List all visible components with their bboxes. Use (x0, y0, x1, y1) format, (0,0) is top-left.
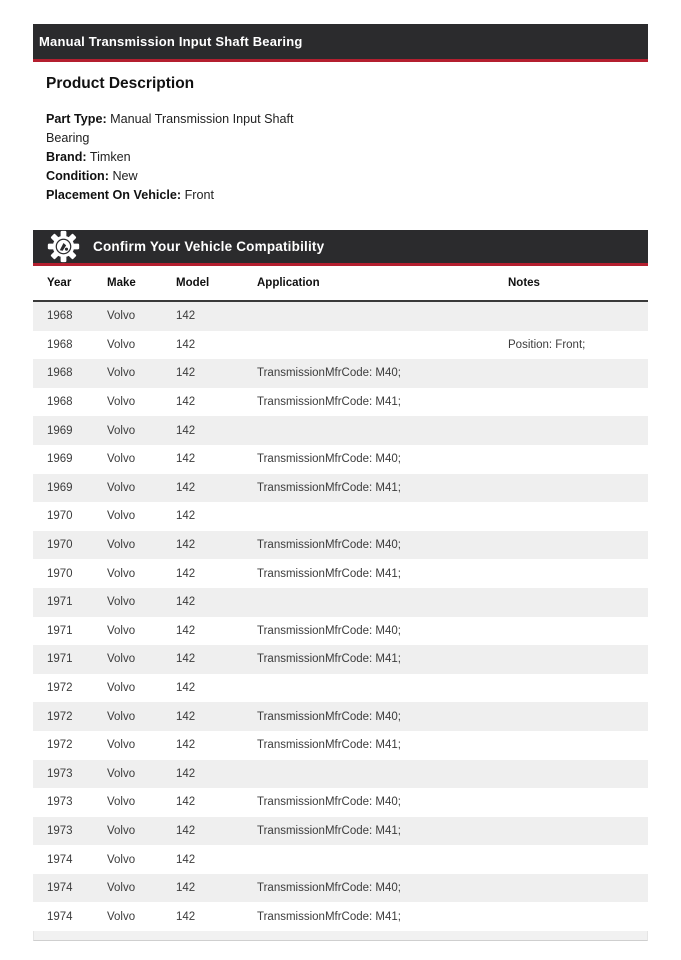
table-row (33, 359, 648, 388)
table-row (33, 301, 648, 331)
cell-year: 1971 (47, 624, 73, 637)
cell-year: 1969 (47, 424, 73, 437)
cell-make: Volvo (107, 481, 136, 494)
cell-notes (494, 731, 648, 760)
cell-notes (494, 902, 648, 931)
compatibility-table (33, 266, 648, 931)
cell-application: TransmissionMfrCode: M41; (257, 567, 402, 580)
cell-make: Volvo (107, 710, 136, 723)
cell-notes (494, 674, 648, 703)
table-row (33, 474, 648, 503)
cell-notes (494, 359, 648, 388)
cell-model: 142 (176, 624, 196, 637)
cell-model: 142 (176, 910, 196, 923)
cell-model: 142 (176, 882, 196, 895)
cell-application (243, 760, 494, 789)
column-header-model: Model (162, 266, 243, 301)
cell-application: TransmissionMfrCode: M40; (257, 624, 402, 637)
cell-year: 1969 (47, 481, 73, 494)
cell-year: 1972 (47, 710, 73, 723)
cell-year: 1973 (47, 824, 73, 837)
cell-application (243, 416, 494, 445)
table-row (33, 788, 648, 817)
table-row (33, 388, 648, 417)
cell-make: Volvo (107, 796, 136, 809)
cell-year: 1971 (47, 653, 73, 666)
table-row (33, 416, 648, 445)
cell-application: TransmissionMfrCode: M41; (257, 653, 402, 666)
cell-year: 1972 (47, 682, 73, 695)
cell-application (243, 845, 494, 874)
table-row (33, 702, 648, 731)
cell-model: 142 (176, 338, 196, 351)
cell-make: Volvo (107, 396, 136, 409)
cell-year: 1972 (47, 739, 73, 752)
cell-application (243, 674, 494, 703)
cell-year: 1974 (47, 853, 73, 866)
cell-notes (494, 502, 648, 531)
cell-year: 1968 (47, 367, 73, 380)
column-header-application: Application (243, 266, 494, 301)
table-row (33, 760, 648, 789)
table-row (33, 817, 648, 846)
cell-model: 142 (176, 510, 196, 523)
detail-line-placement-on-vehicle: Placement On Vehicle: Front (46, 188, 214, 202)
cell-make: Volvo (107, 682, 136, 695)
cell-make: Volvo (107, 853, 136, 866)
cell-application (243, 502, 494, 531)
gear-vehicle-icon (47, 230, 80, 263)
cell-application: TransmissionMfrCode: M41; (257, 910, 402, 923)
cell-year: 1973 (47, 767, 73, 780)
cell-model: 142 (176, 367, 196, 380)
cell-make: Volvo (107, 767, 136, 780)
cell-year: 1970 (47, 539, 73, 552)
cell-make: Volvo (107, 910, 136, 923)
cell-application: TransmissionMfrCode: M40; (257, 882, 402, 895)
cell-make: Volvo (107, 539, 136, 552)
cell-notes (494, 617, 648, 646)
cell-year: 1974 (47, 882, 73, 895)
cell-model: 142 (176, 710, 196, 723)
cell-model: 142 (176, 653, 196, 666)
cell-model: 142 (176, 767, 196, 780)
table-row (33, 902, 648, 931)
cell-make: Volvo (107, 567, 136, 580)
cell-make: Volvo (107, 596, 136, 609)
column-header-make: Make (93, 266, 162, 301)
cell-application: TransmissionMfrCode: M41; (257, 481, 402, 494)
cell-notes (494, 474, 648, 503)
cell-year: 1968 (47, 310, 73, 323)
table-row (33, 674, 648, 703)
cell-year: 1968 (47, 338, 73, 351)
table-row (33, 559, 648, 588)
cell-year: 1970 (47, 510, 73, 523)
cell-model: 142 (176, 539, 196, 552)
cell-model: 142 (176, 682, 196, 695)
cell-make: Volvo (107, 653, 136, 666)
cell-make: Volvo (107, 310, 136, 323)
cell-application (243, 331, 494, 360)
cell-notes (494, 559, 648, 588)
cell-make: Volvo (107, 424, 136, 437)
cell-model: 142 (176, 824, 196, 837)
page-content (33, 0, 648, 941)
cell-application: TransmissionMfrCode: M41; (257, 396, 402, 409)
cell-notes (494, 760, 648, 789)
product-title: Manual Transmission Input Shaft Bearing (39, 34, 303, 49)
cell-notes (494, 301, 648, 331)
cell-year: 1971 (47, 596, 73, 609)
cell-model: 142 (176, 853, 196, 866)
product-title-bar (33, 24, 648, 62)
cell-model: 142 (176, 567, 196, 580)
cell-application: TransmissionMfrCode: M40; (257, 710, 402, 723)
cell-notes (494, 531, 648, 560)
table-row (33, 845, 648, 874)
cell-notes (494, 445, 648, 474)
cell-application: TransmissionMfrCode: M40; (257, 367, 402, 380)
detail-line-brand: Brand: Timken (46, 150, 131, 164)
cell-notes (494, 588, 648, 617)
cell-year: 1974 (47, 910, 73, 923)
section-heading-product-description: Product Description (46, 75, 195, 92)
cell-notes: Position: Front; (508, 338, 586, 351)
cell-model: 142 (176, 481, 196, 494)
detail-line-condition: Condition: New (46, 169, 138, 183)
cell-notes (494, 817, 648, 846)
cell-year: 1968 (47, 396, 73, 409)
cell-model: 142 (176, 453, 196, 466)
cell-notes (494, 645, 648, 674)
cell-make: Volvo (107, 338, 136, 351)
cell-make: Volvo (107, 453, 136, 466)
cell-make: Volvo (107, 824, 136, 837)
cell-notes (494, 416, 648, 445)
cell-notes (494, 845, 648, 874)
clipped-next-row-fragment (33, 931, 648, 941)
cell-notes (494, 388, 648, 417)
cell-model: 142 (176, 739, 196, 752)
cell-notes (494, 874, 648, 903)
cell-make: Volvo (107, 510, 136, 523)
cell-make: Volvo (107, 882, 136, 895)
cell-model: 142 (176, 396, 196, 409)
cell-application (243, 588, 494, 617)
table-row (33, 731, 648, 760)
cell-year: 1969 (47, 453, 73, 466)
cell-notes (494, 702, 648, 731)
cell-notes (494, 788, 648, 817)
table-row (33, 502, 648, 531)
table-row (33, 874, 648, 903)
detail-line-part-type: Part Type: Manual Transmission Input Shaft Bearing (46, 112, 294, 145)
table-header-row (33, 266, 648, 301)
column-header-year: Year (33, 266, 93, 301)
cell-application: TransmissionMfrCode: M40; (257, 453, 402, 466)
table-row (33, 331, 648, 360)
cell-year: 1970 (47, 567, 73, 580)
cell-make: Volvo (107, 739, 136, 752)
table-row (33, 617, 648, 646)
cell-application: TransmissionMfrCode: M41; (257, 739, 402, 752)
table-row (33, 588, 648, 617)
compatibility-title: Confirm Your Vehicle Compatibility (93, 239, 325, 254)
cell-model: 142 (176, 796, 196, 809)
column-header-notes: Notes (494, 266, 648, 301)
cell-make: Volvo (107, 367, 136, 380)
table-row (33, 531, 648, 560)
cell-model: 142 (176, 310, 196, 323)
cell-application: TransmissionMfrCode: M41; (257, 824, 402, 837)
table-row (33, 645, 648, 674)
cell-model: 142 (176, 424, 196, 437)
compatibility-header-bar (33, 230, 648, 266)
cell-application (243, 301, 494, 331)
table-row (33, 445, 648, 474)
product-details-block (46, 110, 331, 205)
cell-make: Volvo (107, 624, 136, 637)
cell-application: TransmissionMfrCode: M40; (257, 796, 402, 809)
cell-application: TransmissionMfrCode: M40; (257, 539, 402, 552)
cell-year: 1973 (47, 796, 73, 809)
cell-model: 142 (176, 596, 196, 609)
